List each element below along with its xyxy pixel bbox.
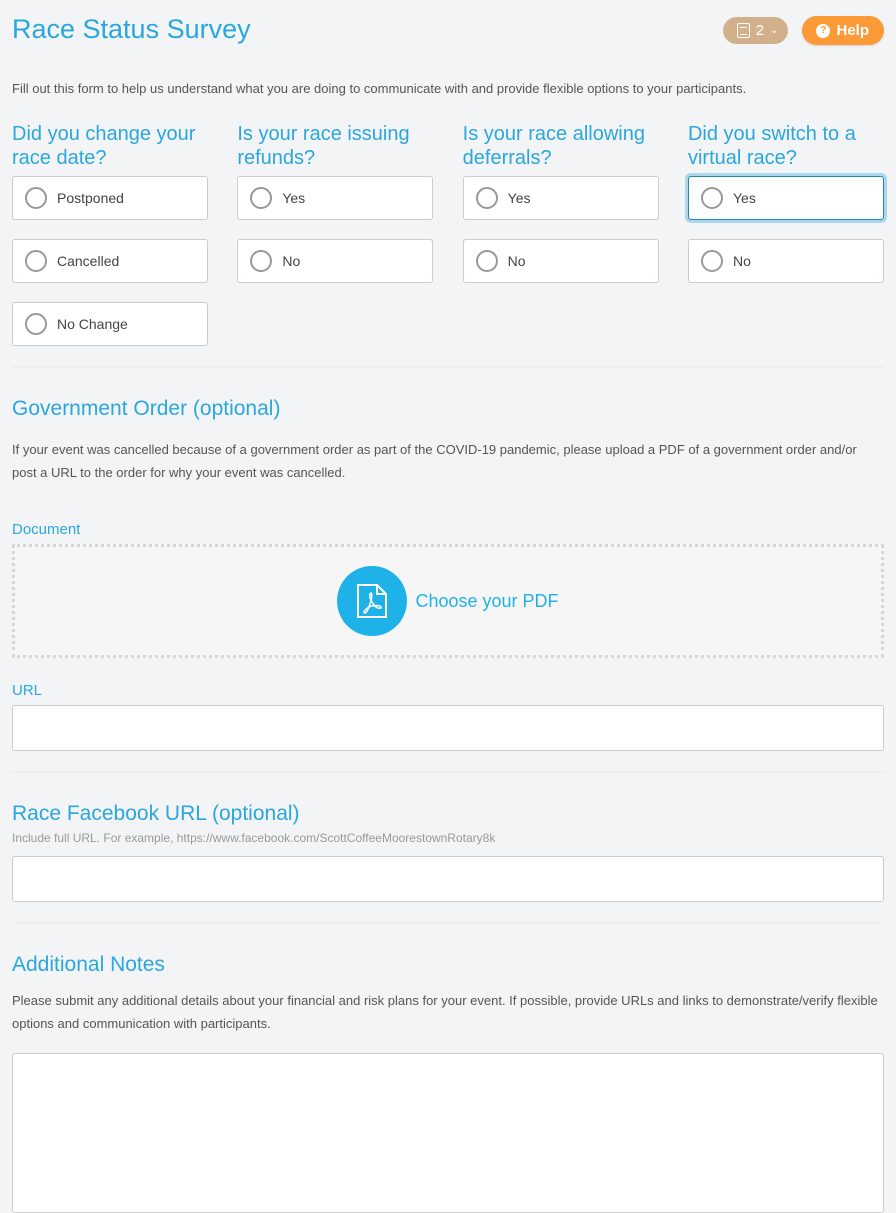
- question-race-date: [12, 122, 208, 365]
- radio-icon[interactable]: [25, 187, 47, 209]
- document-label: Document: [12, 521, 81, 538]
- choose-pdf-link[interactable]: Choose your PDF: [415, 590, 559, 611]
- pages-dropdown[interactable]: [723, 17, 789, 44]
- option-no-change[interactable]: [12, 302, 208, 346]
- question-refunds: [237, 122, 433, 365]
- pdf-dropzone[interactable]: [12, 544, 884, 658]
- chevron-down-icon: ⌄: [770, 25, 779, 36]
- government-order-description: If your event was cancelled because of a government order as part of the COVID-19 pandemic, please upload a PDF of a government order and/or post a URL to the order for why your event was cancelled.: [12, 442, 857, 480]
- pdf-file-icon: [355, 583, 389, 619]
- facebook-url-hint: Include full URL. For example, https://www.facebook.com/ScottCoffeeMoorestownRotary8k: [12, 831, 496, 845]
- option-label: Yes: [732, 190, 756, 206]
- question-deferrals: [463, 122, 659, 365]
- option-no[interactable]: [237, 239, 433, 283]
- additional-notes-title: Additional Notes: [12, 953, 165, 976]
- option-yes[interactable]: [237, 176, 433, 220]
- radio-icon[interactable]: [701, 250, 723, 272]
- option-label: Cancelled: [57, 253, 120, 269]
- additional-notes-description: Please submit any additional details about your financial and risk plans for your event. If possible, provide URLs and links to demonstrate/verify flexible options and communication with participants.: [12, 993, 878, 1031]
- question-title: Did you switch to a virtual race?: [687, 123, 856, 169]
- option-label: No: [282, 253, 301, 269]
- question-title: Is your race issuing refunds?: [237, 123, 410, 169]
- option-no[interactable]: [463, 239, 659, 283]
- question-title: Did you change your race date?: [12, 123, 196, 169]
- option-label: Yes: [282, 190, 306, 206]
- question-icon: ?: [816, 24, 830, 38]
- radio-icon[interactable]: [476, 250, 498, 272]
- option-postponed[interactable]: [12, 176, 208, 220]
- top-actions: [723, 16, 884, 45]
- option-no[interactable]: [688, 239, 884, 283]
- section-divider: [12, 771, 884, 773]
- questions-row: [12, 122, 884, 365]
- section-divider: [12, 366, 884, 368]
- facebook-url-title: Race Facebook URL (optional): [12, 802, 300, 825]
- question-virtual-race: [688, 122, 884, 365]
- option-cancelled[interactable]: [12, 239, 208, 283]
- question-title: Is your race allowing deferrals?: [462, 123, 645, 169]
- option-label: Yes: [507, 190, 531, 206]
- radio-icon[interactable]: [476, 187, 498, 209]
- radio-icon[interactable]: [250, 187, 272, 209]
- radio-icon[interactable]: [25, 313, 47, 335]
- government-order-title: Government Order (optional): [12, 397, 281, 420]
- pages-count: 2: [755, 22, 765, 39]
- pdf-upload-button[interactable]: [337, 566, 407, 636]
- help-button[interactable]: [802, 16, 884, 45]
- option-yes[interactable]: [688, 176, 884, 220]
- intro-text: Fill out this form to help us understand what you are doing to communicate with and provide flexible options to your participants.: [12, 81, 747, 96]
- option-label: No: [507, 253, 526, 269]
- help-label: Help: [836, 22, 869, 39]
- radio-icon[interactable]: [250, 250, 272, 272]
- additional-notes-textarea[interactable]: [12, 1053, 884, 1213]
- document-icon: [737, 23, 750, 38]
- page-title: Race Status Survey: [12, 14, 251, 44]
- option-label: No Change: [57, 316, 128, 332]
- section-divider: [12, 922, 884, 924]
- facebook-url-input[interactable]: [12, 856, 884, 902]
- government-order-url-input[interactable]: [12, 705, 884, 751]
- radio-icon[interactable]: [25, 250, 47, 272]
- option-label: No: [732, 253, 751, 269]
- option-label: Postponed: [57, 190, 124, 206]
- option-yes[interactable]: [463, 176, 659, 220]
- url-label: URL: [12, 682, 43, 699]
- radio-icon[interactable]: [701, 187, 723, 209]
